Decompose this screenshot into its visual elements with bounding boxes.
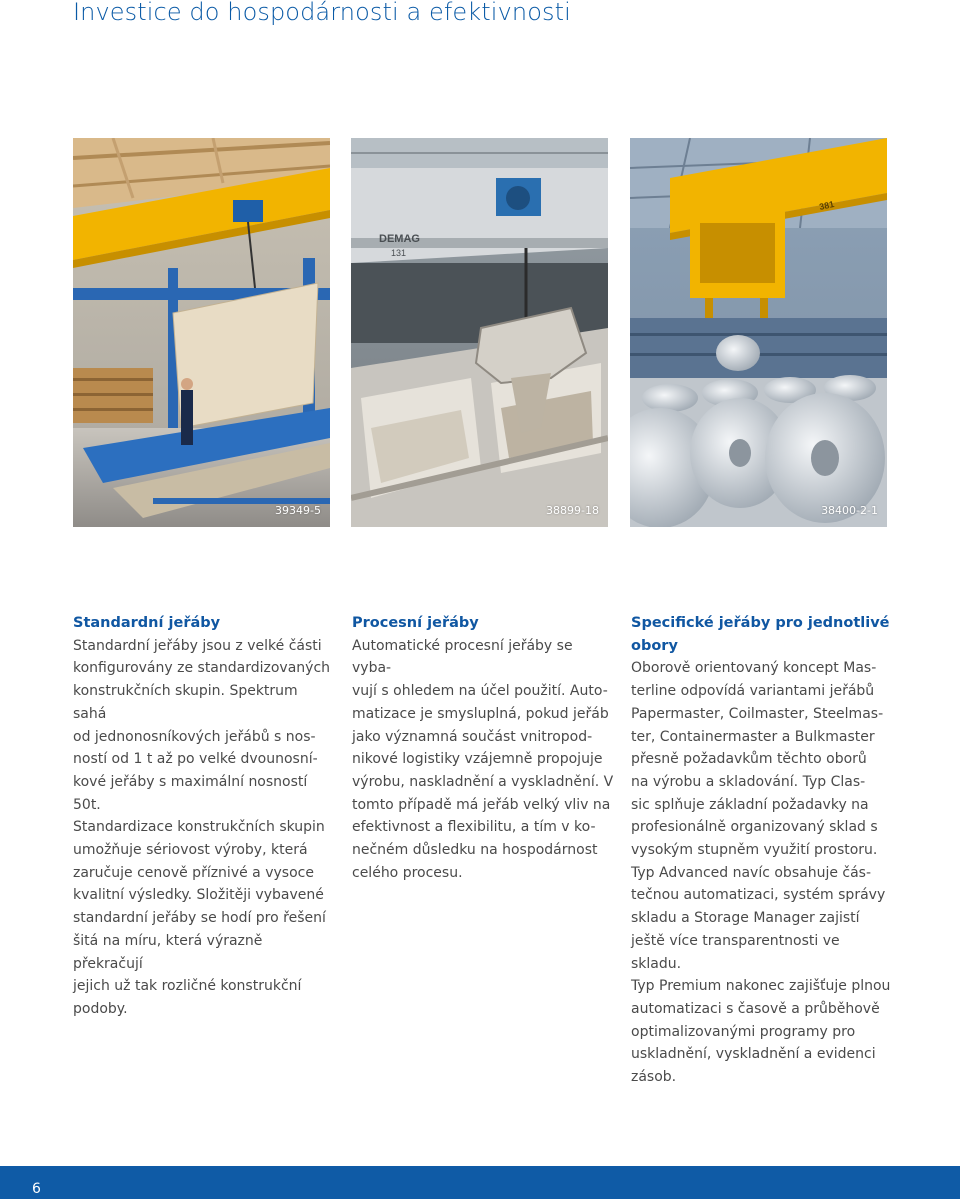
body-line: zásob. (631, 1069, 677, 1086)
body-line: Typ Advanced navíc obsahuje čás- (631, 864, 872, 881)
body-line: matizace je smysluplná, pokud jeřáb (352, 705, 609, 722)
photo-code: 38899-18 (546, 504, 599, 517)
crane-coils-photo-icon (630, 138, 887, 527)
column-process-cranes (352, 612, 614, 884)
page-number: 6 (32, 1181, 41, 1197)
body-line: uskladnění, vyskladnění a evidenci (631, 1046, 876, 1063)
body-line: profesionálně organizovaný sklad s (631, 819, 878, 836)
column-heading: obory (631, 637, 678, 654)
body-line: optimalizovanými programy pro (631, 1023, 856, 1040)
body-line: nikové logistiky vzájemně propojuje (352, 751, 603, 768)
body-line: konfigurovány ze standardizovaných (73, 660, 331, 677)
body-line: ností od 1 t až po velké dvounosní- (73, 751, 318, 768)
crane-brand-label: DEMAG (379, 233, 420, 245)
crane-timber-photo-icon (73, 138, 330, 527)
body-line: automatizaci s časově a průběhově (631, 1000, 880, 1017)
body-line: Typ Premium nakonec zajišťuje plnou (631, 978, 891, 995)
body-line: celého procesu. (352, 864, 463, 881)
body-line: výrobu, naskladnění a vyskladnění. V (352, 773, 614, 790)
column-specific-cranes (631, 612, 893, 1089)
column-heading: Procesní jeřáby (352, 615, 479, 631)
body-line: zaručuje cenově příznivé a vysoce (73, 864, 314, 881)
body-line: sic splňuje základní požadavky na (631, 796, 869, 813)
body-line: konstrukčních skupin. Spektrum sahá (73, 683, 298, 722)
body-line: Standardní jeřáby jsou z velké části (73, 637, 322, 654)
body-line: na výrobu a skladování. Typ Clas- (631, 773, 866, 790)
body-line: Standardizace konstrukčních skupin (73, 819, 325, 836)
column-heading: Specifické jeřáby pro jednotlivé (631, 615, 890, 631)
body-line: přesně požadavkům těchto oborů (631, 751, 867, 768)
photo-code: 39349-5 (275, 504, 321, 517)
body-line: šitá na míru, která výrazně překračují (73, 932, 263, 972)
column-standard-cranes (73, 612, 335, 1021)
body-line: kvalitní výsledky. Složitěji vybavené (73, 887, 324, 904)
body-line: jejich už tak rozličné konstrukční (73, 978, 302, 995)
body-line: standardní jeřáby se hodí pro řešení (73, 910, 326, 927)
body-line: efektivnost a flexibilitu, a tím v ko- (352, 819, 596, 836)
body-line: tečnou automatizaci, systém správy (631, 887, 886, 904)
photo-process-crane (351, 138, 608, 527)
column-heading: Standardní jeřáby (73, 615, 221, 631)
body-line: ter, Containermaster a Bulkmaster (631, 728, 875, 745)
body-line: Papermaster, Coilmaster, Steelmas- (631, 705, 884, 722)
body-line: skladu a Storage Manager zajistí (631, 910, 860, 927)
body-line: podoby. (73, 1000, 128, 1017)
body-line: nečném důsledku na hospodárnost (352, 842, 598, 859)
photo-timber-crane (73, 138, 330, 527)
body-line: od jednonosníkových jeřábů s nos- (73, 728, 316, 745)
body-line: Automatické procesní jeřáby se vyba- (352, 637, 573, 677)
photo-code: 38400-2-1 (821, 504, 878, 517)
body-line: Oborově orientovaný koncept Mas- (631, 660, 877, 677)
footer-bar (0, 1166, 960, 1199)
crane-grab-photo-icon (351, 138, 608, 527)
body-line: umožňuje sériovost výroby, která (73, 842, 308, 859)
crane-number-label: 381 (818, 199, 836, 212)
page-title: Investice do hospodárnosti a efektivnosti (73, 0, 571, 26)
body-line: tomto případě má jeřáb velký vliv na (352, 796, 611, 813)
body-line: vysokým stupněm využití prostoru. (631, 842, 878, 859)
body-line: vují s ohledem na účel použití. Auto- (352, 683, 608, 700)
crane-number-label: 131 (391, 248, 407, 258)
body-line: kové jeřáby s maximální nosností 50t. (73, 773, 308, 813)
body-line: terline odpovídá variantami jeřábů (631, 683, 875, 700)
body-line: ještě více transparentnosti ve skladu. (631, 932, 840, 972)
photo-coil-crane (630, 138, 887, 527)
body-line: jako významná součást vnitropod- (352, 728, 593, 745)
